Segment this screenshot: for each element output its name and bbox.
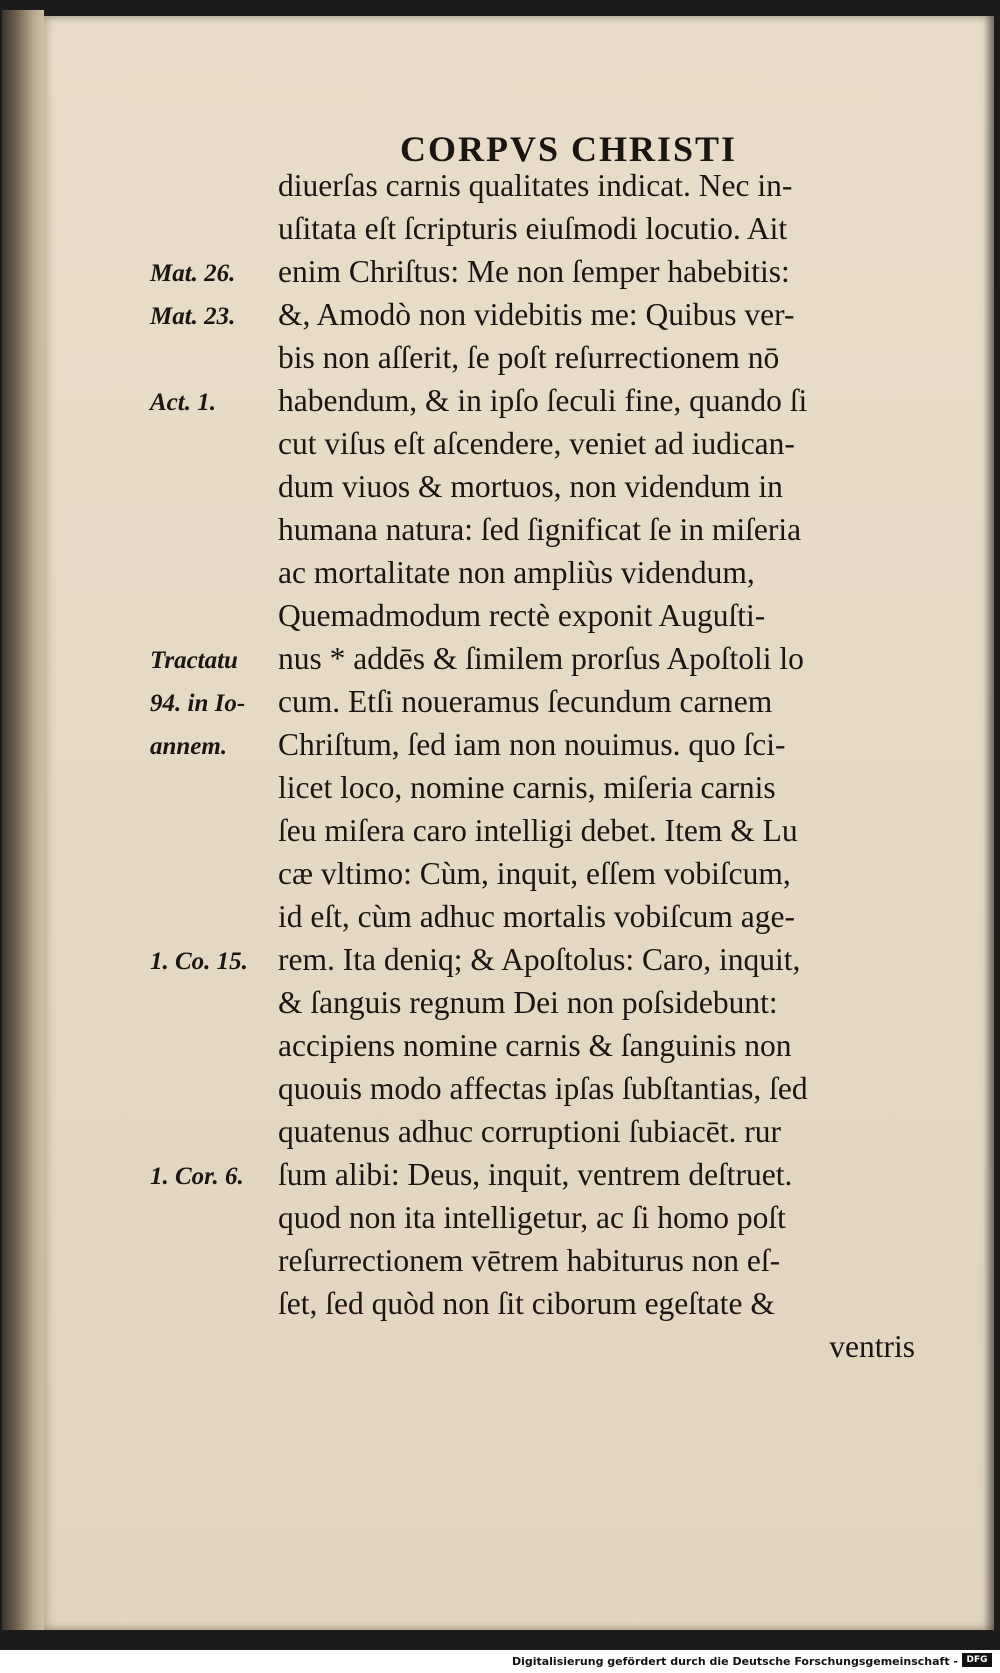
margin-note: Mat. 26. [150, 260, 236, 287]
text-line: ſet, ſed quòd non ſit ciborum egeſtate & [278, 1286, 775, 1321]
text-line: reſurrectionem vētrem habiturus non eſ- [278, 1243, 781, 1278]
margin-note: Tractatu [150, 647, 238, 674]
text-line: id eſt, cùm adhuc mortalis vobiſcum age- [278, 899, 795, 934]
book-spine [2, 10, 44, 1630]
text-line: enim Chriſtus: Me non ſemper habebitis: [278, 254, 790, 289]
text-line: dum viuos & mortuos, non videndum in [278, 469, 783, 504]
page-edge-shadow [984, 16, 994, 1630]
margin-note: Mat. 23. [150, 303, 236, 330]
margin-note: Act. 1. [150, 389, 216, 416]
text-line: licet loco, nomine carnis, miſeria carnis [278, 770, 776, 805]
text-line: ſum alibi: Deus, inquit, ventrem deſtruet. [278, 1157, 793, 1192]
text-line: & ſanguis regnum Dei non poſsidebunt: [278, 985, 778, 1020]
text-line: ac mortalitate non ampliùs videndum, [278, 555, 755, 590]
running-header: CORPVS CHRISTI [400, 129, 738, 169]
text-line: cut viſus eſt aſcendere, veniet ad iudican- [278, 426, 795, 461]
text-line: &, Amodò non videbitis me: Quibus ver- [278, 297, 795, 332]
text-line: quatenus adhuc corruptioni ſubiacēt. rur [278, 1114, 781, 1149]
catchword: ventris [829, 1329, 915, 1364]
dfg-logo: DFG [962, 1653, 992, 1667]
text-line: bis non aſſerit, ſe poſt reſurrectionem nō [278, 340, 780, 375]
margin-note: 1. Co. 15. [150, 948, 248, 975]
text-line: nus * addēs & ſimilem prorſus Apoſtoli lo [278, 641, 804, 676]
margin-note: 94. in Io- [150, 690, 246, 717]
text-line: habendum, & in ipſo ſeculi fine, quando ſi [278, 383, 808, 418]
margin-note: 1. Cor. 6. [150, 1163, 244, 1190]
text-line: rem. Ita deniq; & Apoſtolus: Caro, inquit, [278, 942, 801, 977]
text-line: quouis modo affectas ipſas ſubſtantias, ſed [278, 1071, 808, 1106]
text-line: accipiens nomine carnis & ſanguinis non [278, 1028, 792, 1063]
text-line: diuerſas carnis qualitates indicat. Nec in- [278, 168, 793, 203]
text-line: Quemadmodum rectè exponit Auguſti- [278, 598, 766, 633]
text-line: cæ vltimo: Cùm, inquit, eſſem vobiſcum, [278, 856, 791, 891]
text-line: ſeu miſera caro intelligi debet. Item & Lu [278, 813, 798, 848]
funding-credit: Digitalisierung gefördert durch die Deutsche Forschungsgemeinschaft - [511, 1655, 958, 1668]
text-line: uſitata eſt ſcripturis eiuſmodi locutio. Ait [278, 211, 788, 246]
margin-note: annem. [150, 733, 228, 760]
text-line: humana natura: ſed ſignificat ſe in miſeria [278, 512, 802, 547]
text-line: cum. Etſi noueramus ſecundum carnem [278, 684, 773, 719]
text-line: Chriſtum, ſed iam non nouimus. quo ſci- [278, 727, 786, 762]
text-line: quod non ita intelligetur, ac ſi homo poſt [278, 1200, 786, 1235]
